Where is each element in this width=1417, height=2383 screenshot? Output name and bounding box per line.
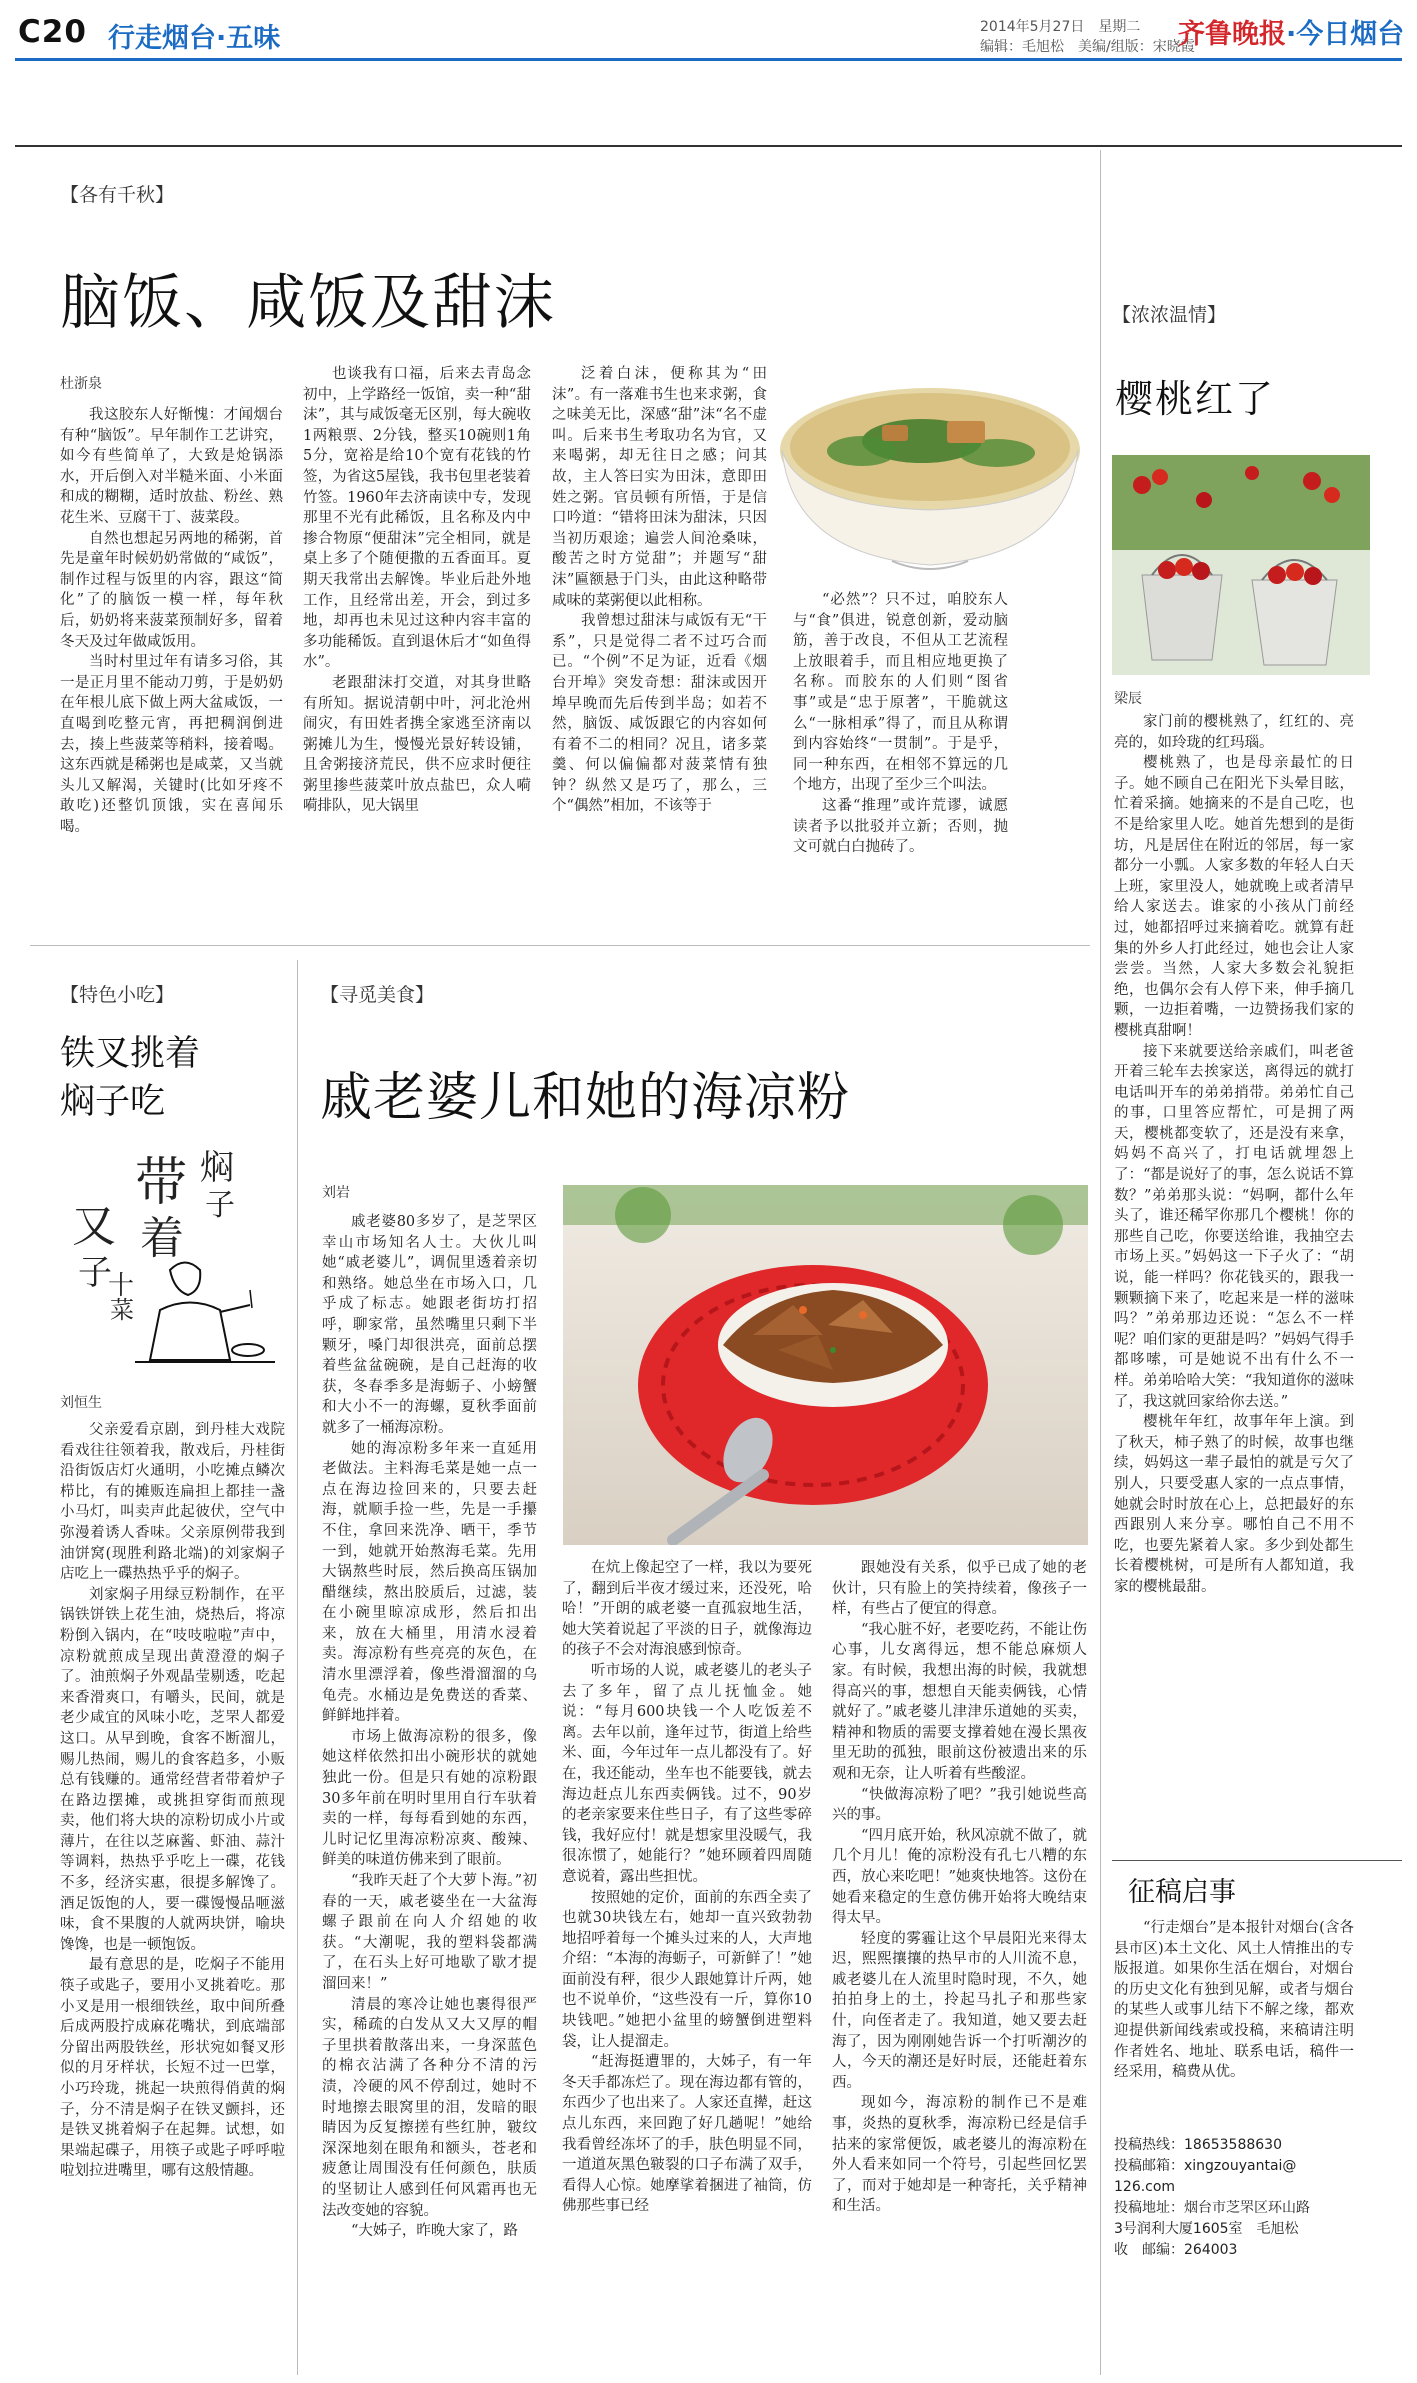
postcode: 收 邮编：264003 <box>1114 2242 1238 2258</box>
calligraphy-char: 十 <box>108 1271 135 1301</box>
email-domain: 126.com <box>1114 2179 1176 2195</box>
brand-name: 齐鲁晚报 <box>1178 19 1286 50</box>
paragraph: 老跟甜沫打交道，对其身世略有所知。据说清朝中叶，河北沧州闹灾，有田姓者携全家逃至济南以粥摊儿为生，慢慢光景好转设铺，且舍粥接济荒民，供不应求时便往粥里掺些菠菜叶放点盐巴，众人嗬嗬排队，见大锅里 <box>303 674 531 815</box>
article4-byline: 刘岩 <box>322 1185 350 1201</box>
issue-date: 2014年5月27日 星期二 <box>980 19 1141 35</box>
paragraph: 轻度的雾霾让这个早晨阳光来得太迟，熙熙攘攘的热早市的人川流不息，戚老婆儿在人流里时隐时现，不久，她拍拍身上的土，拎起马扎子和那些家什，向侄者走了。我知道，她又要去赶海了，因为刚刚她告诉一个打听潮汐的人，今天的潮还是好时辰，还能赶着东西。 <box>832 1930 1087 2091</box>
article2-tag: 【浓浓温情】 <box>1112 304 1227 326</box>
article1-column-2 <box>303 364 531 924</box>
right-column-rule <box>1100 150 1101 2375</box>
calligraphy-char: 菜 <box>110 1296 134 1324</box>
paragraph: 她的海凉粉多年来一直延用老做法。主料海毛菜是她一点一点在海边捡回来的，只要去赶海，就顺手捡一些，先是一手攥不住，拿回来洗净、晒干，季节一到，她就开始熬海毛菜。先用大锅熬些时辰，然后换高压锅加醋继续，熬出胶质后，过滤，装在小碗里晾凉成形，然后扣出来，放在大桶里，用清水浸着卖。海凉粉有些亮亮的灰色，在清水里漂浮着，像些滑溜溜的乌龟壳。水桶边是免费送的香菜、鲜鲜地拌着。 <box>322 1440 537 1725</box>
calligraphy-char: 子 <box>78 1253 112 1293</box>
top-rule <box>15 145 1402 147</box>
call-body <box>1114 1918 1354 2133</box>
call-box-rule <box>1112 1860 1402 1861</box>
paragraph: 也谈我有口福，后来去青岛念初中，上学路经一饭馆，卖一种“甜沫”，其与咸饭毫无区别，每大碗收1两粮票、2分钱，整买10碗则1角5分，宽裕是给10个宽有花钱的竹签，为省这5屋钱，我书包里老装着竹签。1960年去济南读中专，发现那里不光有此稀饭，且名称及内中掺合物原“便甜沫”完全相同，就是桌上多了个随便撒的五香面耳。夏期天我常出去解馋。毕业后赴外地工作，且经常出差，开会，到过多地，却再也未见过这种内容丰富的多功能稀饭。直到退休后才“如鱼得水”。 <box>303 366 531 671</box>
paragraph: 父亲爱看京剧，到丹桂大戏院看戏往往领着我，散戏后，丹桂街沿街饭店灯火通明，小吃摊点鳞次栉比，有的摊贩连扁担上都挂一盏小马灯，叫卖声此起彼伏，空气中弥漫着诱人香味。父亲原例带我到油饼窝(现胜利路北端)的刘家焖子店吃上一碟热热乎乎的焖子。 <box>60 1422 285 1583</box>
paragraph: “赶海挺遭罪的，大姊子，有一年冬天手都冻烂了。现在海边都有管的，东西少了也出来了。人家还直撵，赶这点儿东西，来回跑了好几趟呢！”她给我看曾经冻坏了的手，肤色明显不同，一道道灰黑色皲裂的口子布满了双手，看得人心惊。她摩挲着捆进了袖筒，仿佛那些事已经 <box>562 2054 812 2215</box>
paragraph: 在炕上像起空了一样，我以为要死了，翻到后半夜才缓过来，还没死，哈哈！”开朗的戚老婆一直孤寂地生活，她大笑着说起了平淡的日子，就像海边的孩子不会对海浪感到惊奇。 <box>562 1560 812 1659</box>
paragraph: 樱桃年年红，故事年年上演。到了秋天，柿子熟了的时候，故事也继续，妈妈这一辈子最怕的就是亏欠了别人，只要受惠人家的一点点事情，她就会时时放在心上，总把最好的东西跟别人来分享。哪怕自己不用不吃，也要先紧着人家。多少到处都生长着樱桃树，可是所有人都知道，我家的樱桃最甜。 <box>1114 1414 1354 1595</box>
paragraph: 刘家焖子用绿豆粉制作，在平锅铁饼铁上花生油，烧热后，将凉粉倒入锅内，在“吱吱啦啦”声中，凉粉就煎成呈现出黄澄澄的焖子了。油煎焖子外观晶莹剔透，吃起来香滑爽口，有嚼头，民间，就是老少咸宜的风味小吃，芝罘人都爱这口。从早到晚，食客不断溜儿，赐儿热闹，赐儿的食客趋多，小贩总有钱赚的。通常经营者带着炉子在路边摆摊，或挑担穿街而煎现卖，他们将大块的凉粉切成小片或薄片，在往以芝麻酱、虾油、蒜汁等调料，热热乎乎吃上一碟，花钱不多，经济实惠，很提多解馋了。酒足饭饱的人，要一碟馒慢品咂滋味，食不果腹的人就两块饼，喻块馋馋，也是一顿饱饭。 <box>60 1586 285 1953</box>
paragraph: 我这胶东人好惭愧：才闻烟台有种“脑饭”。早年制作工艺讲究，如今有些简单了，大致是炝锅添水，开后倒入对半糙米面、小米面和成的糊糊，适时放盐、粉丝、熟花生米、豆腐干丁、菠菜段。 <box>60 407 283 526</box>
address-line-2: 3号润利大厦1605室 毛旭松 <box>1114 2221 1299 2237</box>
article1-byline: 杜浙泉 <box>60 376 102 392</box>
hotline: 投稿热线：18653588630 <box>1114 2137 1282 2153</box>
article4-title: 戚老婆儿和她的海凉粉 <box>320 1068 851 1128</box>
article1-bottom-rule <box>30 945 1090 946</box>
calligraphy-char: 焖 <box>200 1148 234 1188</box>
paragraph: 接下来就要送给亲戚们，叫老爸开着三轮车去挨家送，离得远的就打电话叫开车的弟弟捎带。弟弟忙自己的事，口里答应帮忙，可是拥了两天，樱桃都变软了，还是没有来拿，妈妈不高兴了，打电话就埋怨上了：“都是说好了的事，怎么说话不算数？”弟弟那头说：“妈啊，都什么年头了，谁还稀罕你那几个樱桃！你的那些自己吃，你要送给谁，我抽空去市场上买。”妈妈这一下子火了：“胡说，能一样吗？你花钱买的，跟我一颗颗摘下来了，吃起来是一样的滋味吗？”弟弟那边还说：“怎么不一样呢？咱们家的更甜是吗？”妈妈气得手都哆嗦，可是她说不出有什么不一样。弟弟哈哈大笑：“我知道你的滋味了，我这就回家给你去送。” <box>1114 1043 1354 1410</box>
calligraphy-char: 子 <box>205 1188 235 1223</box>
paragraph: 市场上做海凉粉的很多，像她这样依然扣出小碗形状的就她独此一份。但是只有她的凉粉跟30多年前在明时里用自行车驮着卖的一样，每每看到她的东西，儿时记忆里海凉粉凉爽、酸辣、鲜美的味道仿佛来到了眼前。 <box>322 1728 537 1869</box>
paragraph: “行走烟台”是本报针对烟台(含各县市区)本土文化、风土人情推出的专版报道。如果你生活在烟台，对烟台的历史文化有独到见解，或者与烟台的某些人或事儿结下不解之缘，都欢迎提供新闻线索或投稿，来稿请注明作者姓名、地址、联系电话，稿件一经采用，稿费从优。 <box>1114 1920 1354 2081</box>
paragraph: 泛着白沫，便称其为“田沫”。有一落难书生也来求粥，食之味美无比，深感“甜”沫“名不虚叫。后来书生考取功名为官，又来喝粥，却无往日之感；问其故，主人答曰实为田沫，意即田姓之粥。官员顿有所悟，于是信口吟道：“错将田沫为甜沫，只因当初历艰途；遍尝人间沧桑味，酸苦之时方觉甜”；并题写“甜沫”匾额悬于门头，由此这种略带咸味的菜粥便以此相称。 <box>552 366 767 609</box>
article2-byline: 梁辰 <box>1114 691 1142 707</box>
address-line: 投稿地址：烟台市芝罘区环山路 <box>1114 2200 1310 2216</box>
article4-column-1 <box>322 1212 537 2375</box>
article1-column-4 <box>793 590 1008 925</box>
email-line: 投稿邮箱：xingzouyantai@ <box>1114 2158 1297 2174</box>
article1-title: 脑饭、咸饭及甜沫 <box>60 268 556 338</box>
article3-title <box>60 1030 200 1126</box>
paragraph: 现如今，海凉粉的制作已不是难事，炎热的夏秋季，海凉粉已经是信手拈来的家常便饭，戚老婆儿的海凉粉在外人看来如同一个符号，引起些回忆罢了，而对于她却是一种寄托，关乎精神和生活。 <box>832 2095 1087 2215</box>
article4-column-3 <box>832 1558 1087 2375</box>
cherry-bucket-photo <box>1112 455 1370 675</box>
paragraph: 自然也想起另两地的稀粥，首先是童年时候奶奶常做的“咸饭”，制作过程与饭里的内容，跟这“简化”了的脑饭一模一样，每年秋后，奶奶将来菠菜预制好多，留着冬天及过年做咸饭用。 <box>60 530 283 650</box>
sea-jelly-photo <box>563 1185 1088 1545</box>
call-title: 征稿启事 <box>1128 1877 1236 1908</box>
call-contacts <box>1114 2135 1404 2261</box>
paragraph: “必然”？只不过，咱胶东人与“食”俱进，锐意创新，爱动脑筋，善于改良，不但从工艺流程上放眼着手，而且相应地更换了名称。而胶东的人们则“图省事”或是“忠于原著”，干脆就这么“一脉相承”得了，而且从称谓到内容始终“一贯制”。于是乎，同一种东西，在相邻不算远的几个地方，出现了至少三个叫法。 <box>793 592 1008 794</box>
editor-credits: 编辑：毛旭松 美编/组版：宋晓霞 <box>980 39 1195 55</box>
paragraph: 我曾想过甜沫与咸饭有无“干系”，只是觉得二者不过巧合而已。“个例”不足为证，近看《烟台开埠》突发奇想：甜沫或因开埠早晚而先后传到半岛；如若不然，脑饭、咸饭跟它的内容如何有着不二的相同？况且，诸多菜羹、何以偏偏都对菠菜情有独钟？纵然又是巧了，那么，三个“偶然”相加，不该等于 <box>552 613 767 815</box>
calligraphy-char: 又 <box>72 1201 116 1252</box>
paragraph: “我心脏不好，老要吃药，不能让伤心事，儿女离得远，想不能总麻烦人家。有时候，我想出海的时候，我就想得高兴的事，想想自天能卖俩钱，心情就好了。”戚老婆儿津津乐道她的买卖，精神和物质的需要支撑着她在漫长黑夜里无助的孤独，眼前这份被遗出来的乐观和无奈，让人听着有些酸涩。 <box>832 1621 1087 1782</box>
diner-sketch <box>130 1250 280 1380</box>
paragraph: 跟她没有关系，似乎已成了她的老伙计，只有脸上的笑持续着，像孩子一样，有些占了便宜的得意。 <box>832 1560 1087 1618</box>
paragraph: 按照她的定价，面前的东西全卖了也就30块钱左右，她却一直兴致勃勃地招呼着每一个摊头过来的人，大声地介绍：“本海的海蛎子，可新鲜了！”她面前没有秤，很少人跟她算计斤两，她也不说单价，“这些没有一斤，算你10块钱吧。”她把小盆里的螃蟹倒进塑料袋，让人提溜走。 <box>562 1889 812 2050</box>
paragraph: 清晨的寒冷让她也裹得很严实，稀疏的白发从又大又厚的帽子里拱着散落出来，一身深蓝色的棉衣沾满了各种分不清的污渍，冷硬的风不停刮过，她时不时地擦去眼窝里的泪，发暗的眼睛因为反复擦搓有些红肿，皲纹深深地刻在眼角和额头，苍老和疲惫让周围没有任何颜色，肤质的坚韧让人感到任何风霜再也无法改变她的容貌。 <box>322 1996 537 2219</box>
sea-jelly-illustration <box>563 1185 1088 1545</box>
article4-tag: 【寻觅美食】 <box>320 984 435 1006</box>
paragraph: 当时村里过年有请多习俗，其一是正月里不能动刀剪，于是奶奶在年根儿底下做上两大盆咸饭，一直喝到吃整元宵，再把稠润倒进去，揍上些菠菜等稍料，接着喝。这东西就是稀粥也是咸菜，又当就头儿又解渴，关键时(比如牙疼不敢吃)还整饥顶饿，实在喜闻乐喝。 <box>60 654 283 835</box>
paragraph: “我昨天赶了个大萝卜海。”初春的一天，戚老婆坐在一大盆海螺子跟前在向人介绍她的收获。“大潮呢，我的塑料袋都满了，在石头上好可地歇了歇才提溜回来！” <box>322 1873 537 1992</box>
paragraph: “大姊子，昨晚大家了，路 <box>351 2223 518 2240</box>
article3-byline: 刘恒生 <box>60 1395 102 1411</box>
article3-tag: 【特色小吃】 <box>60 984 175 1006</box>
paragraph: 家门前的樱桃熟了，红红的、亮亮的，如玲珑的红玛瑙。 <box>1114 714 1354 751</box>
calligraphy-char: 带 <box>135 1153 188 1213</box>
calligraphy-illustration <box>60 1140 285 1380</box>
article3-rule <box>297 960 298 2375</box>
paragraph: 戚老婆80多岁了，是芝罘区幸山市场知名人士。大伙儿叫她“戚老婆儿”，调侃里透着亲切和熟络。她总坐在市场入口，几乎成了标志。她跟老街坊打招呼，聊家常，虽然嘴里只剩下半颗牙，嗓门却很洪亮，面前总摆着些盆盆碗碗，是自己赶海的收获，冬春季多是海蛎子、小螃蟹和大小不一的海螺，夏秋季面前就多了一桶海凉粉。 <box>322 1214 537 1436</box>
article2-body <box>1114 712 1354 1832</box>
paragraph: 最有意思的是，吃焖子不能用筷子或匙子，要用小叉挑着吃。那小叉是用一根细铁丝，取中间所叠后成两股拧成麻花嘴状，到底端部分留出两股铁丝，形状宛如餐叉形似的月牙样状，长短不过一巴掌，小巧玲珑，挑起一块煎得俏黄的焖子，分不清是焖子在铁叉颤抖，还是铁叉挑着焖子在起舞。试想，如果端起碟子，用筷子或匙子呼呼啦啦划拉进嘴里，哪有这般情趣。 <box>60 1957 285 2180</box>
header-rule <box>15 58 1402 61</box>
calligraphy-char: 着 <box>140 1213 184 1264</box>
page-number: C20 <box>18 14 87 50</box>
paragraph: 樱桃熟了，也是母亲最忙的日子。她不顾自己在阳光下头晕目眩，忙着采摘。她摘来的不是自己吃，也不是给家里人吃。她首先想到的是街坊，凡是居住在附近的邻居，每一家都分一小瓢。人家多数的年轻人白天上班，家里没人，她就晚上或者清早给人家送去。谁家的小孩从门前经过，她都招呼过来摘着吃。就算有赶集的外乡人打此经过，她也会让人家尝尝。当然，人家大多数会礼貌拒绝，也偶尔会有人停下来，伸手摘几颗，一边拒着嘴，一边赞扬我们家的樱桃真甜啊！ <box>1114 755 1354 1039</box>
article3-title-line-1: 铁叉挑着 <box>60 1034 201 1074</box>
newspaper-brand <box>1178 12 1404 51</box>
brand-edition: ·今日烟台 <box>1286 19 1405 50</box>
section-title: 行走烟台·五味 <box>108 23 281 54</box>
soup-bowl-photo <box>772 355 1087 580</box>
soup-bowl-illustration <box>772 355 1087 580</box>
paragraph: 这番“推理”或许荒谬，诚愿读者予以批驳并立新；否则，抛文可就白白抛砖了。 <box>793 797 1008 856</box>
article1-tag: 【各有千秋】 <box>60 184 175 206</box>
article3-title-line-2: 焖子吃 <box>60 1082 166 1122</box>
paragraph: “快做海凉粉了吧？”我引她说些高兴的事。 <box>832 1786 1087 1824</box>
paragraph: 听市场的人说，戚老婆儿的老头子去了多年，留了点儿抚恤金。她说：“每月600块钱一个人吃饭差不离。去年以前，逢年过节，街道上给些米、面，今年过年一点儿都没有了。好在，我还能动，坐车也不能要钱，就去海边赶点儿东西卖俩钱。过不，90岁的老亲家要来住些日子，有了这些零碎钱，我好应付！就是想家里没暖气，我很冻惯了，她能行？”她环顾着四周随意说着，露出些担忧。 <box>562 1662 812 1885</box>
cherry-illustration <box>1112 455 1370 675</box>
article3-body <box>60 1420 285 2375</box>
article4-column-2 <box>562 1558 812 2375</box>
article1-column-3 <box>552 364 767 924</box>
paragraph: “四月底开始，秋风凉就不做了，就几个月儿！俺的凉粉没有孔七八糟的东西，放心来吃吧！”她爽快地答。这份在她看来稳定的生意仿佛开始将大晚结束得太早。 <box>832 1827 1087 1927</box>
article1-column-1 <box>60 405 283 925</box>
article2-title: 樱桃红了 <box>1115 377 1276 421</box>
